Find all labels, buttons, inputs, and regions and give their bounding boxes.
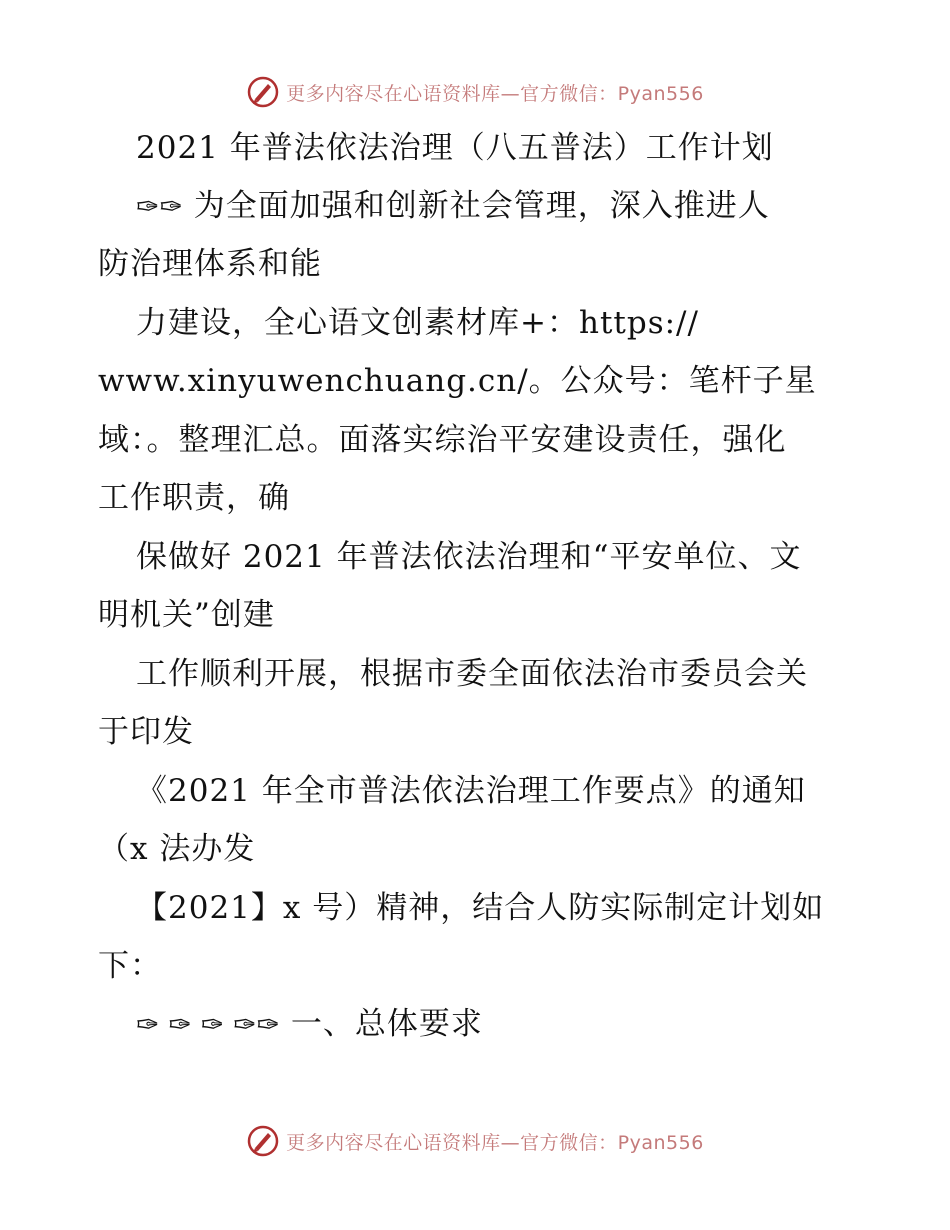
watermark-text: 更多内容尽在心语资料库—官方微信：Pyan556: [286, 1131, 704, 1154]
paragraph-line: 域：。整理汇总。面落实综治平安建设责任，强化: [98, 422, 787, 458]
pen-circle-logo-icon: [246, 75, 280, 109]
ornament-icon: ✑ ✑ ✑ ✑✑: [136, 1008, 281, 1041]
paragraph-line: （x 法办发: [98, 831, 256, 867]
paragraph-line: www.xinyuwenchuang.cn/。公众号：笔杆子星: [98, 363, 817, 399]
paragraph-line: 明机关”创建: [98, 597, 275, 633]
paragraph-line: 下：: [98, 948, 162, 984]
watermark-text: 更多内容尽在心语资料库—官方微信：Pyan556: [286, 82, 704, 105]
document-title: 2021 年普法依法治理（八五普法）工作计划: [136, 130, 774, 166]
header-watermark-banner: [0, 72, 950, 112]
paragraph-line: 于印发: [98, 714, 194, 750]
paragraph-line: 《2021 年全市普法依法治理工作要点》的通知: [136, 773, 806, 809]
paragraph-line: ✑✑ 为全面加强和创新社会管理，深入推进人: [136, 188, 770, 224]
paragraph-line: 工作职责，确: [98, 480, 290, 516]
paragraph-line: 防治理体系和能: [98, 246, 322, 282]
section-heading: ✑ ✑ ✑ ✑✑ 一、总体要求: [136, 1006, 483, 1042]
paragraph-line: 【2021】x 号）精神，结合人防实际制定计划如: [136, 890, 825, 926]
ornament-icon: ✑✑: [136, 190, 183, 223]
paragraph-line: 力建设，全心语文创素材库+：https://: [136, 305, 699, 341]
paragraph-line: 工作顺利开展，根据市委全面依法治市委员会关: [136, 656, 808, 692]
pen-circle-logo-icon: [246, 1124, 280, 1158]
footer-watermark-banner: [0, 1121, 950, 1161]
paragraph-line: 保做好 2021 年普法依法治理和“平安单位、文: [136, 539, 802, 575]
